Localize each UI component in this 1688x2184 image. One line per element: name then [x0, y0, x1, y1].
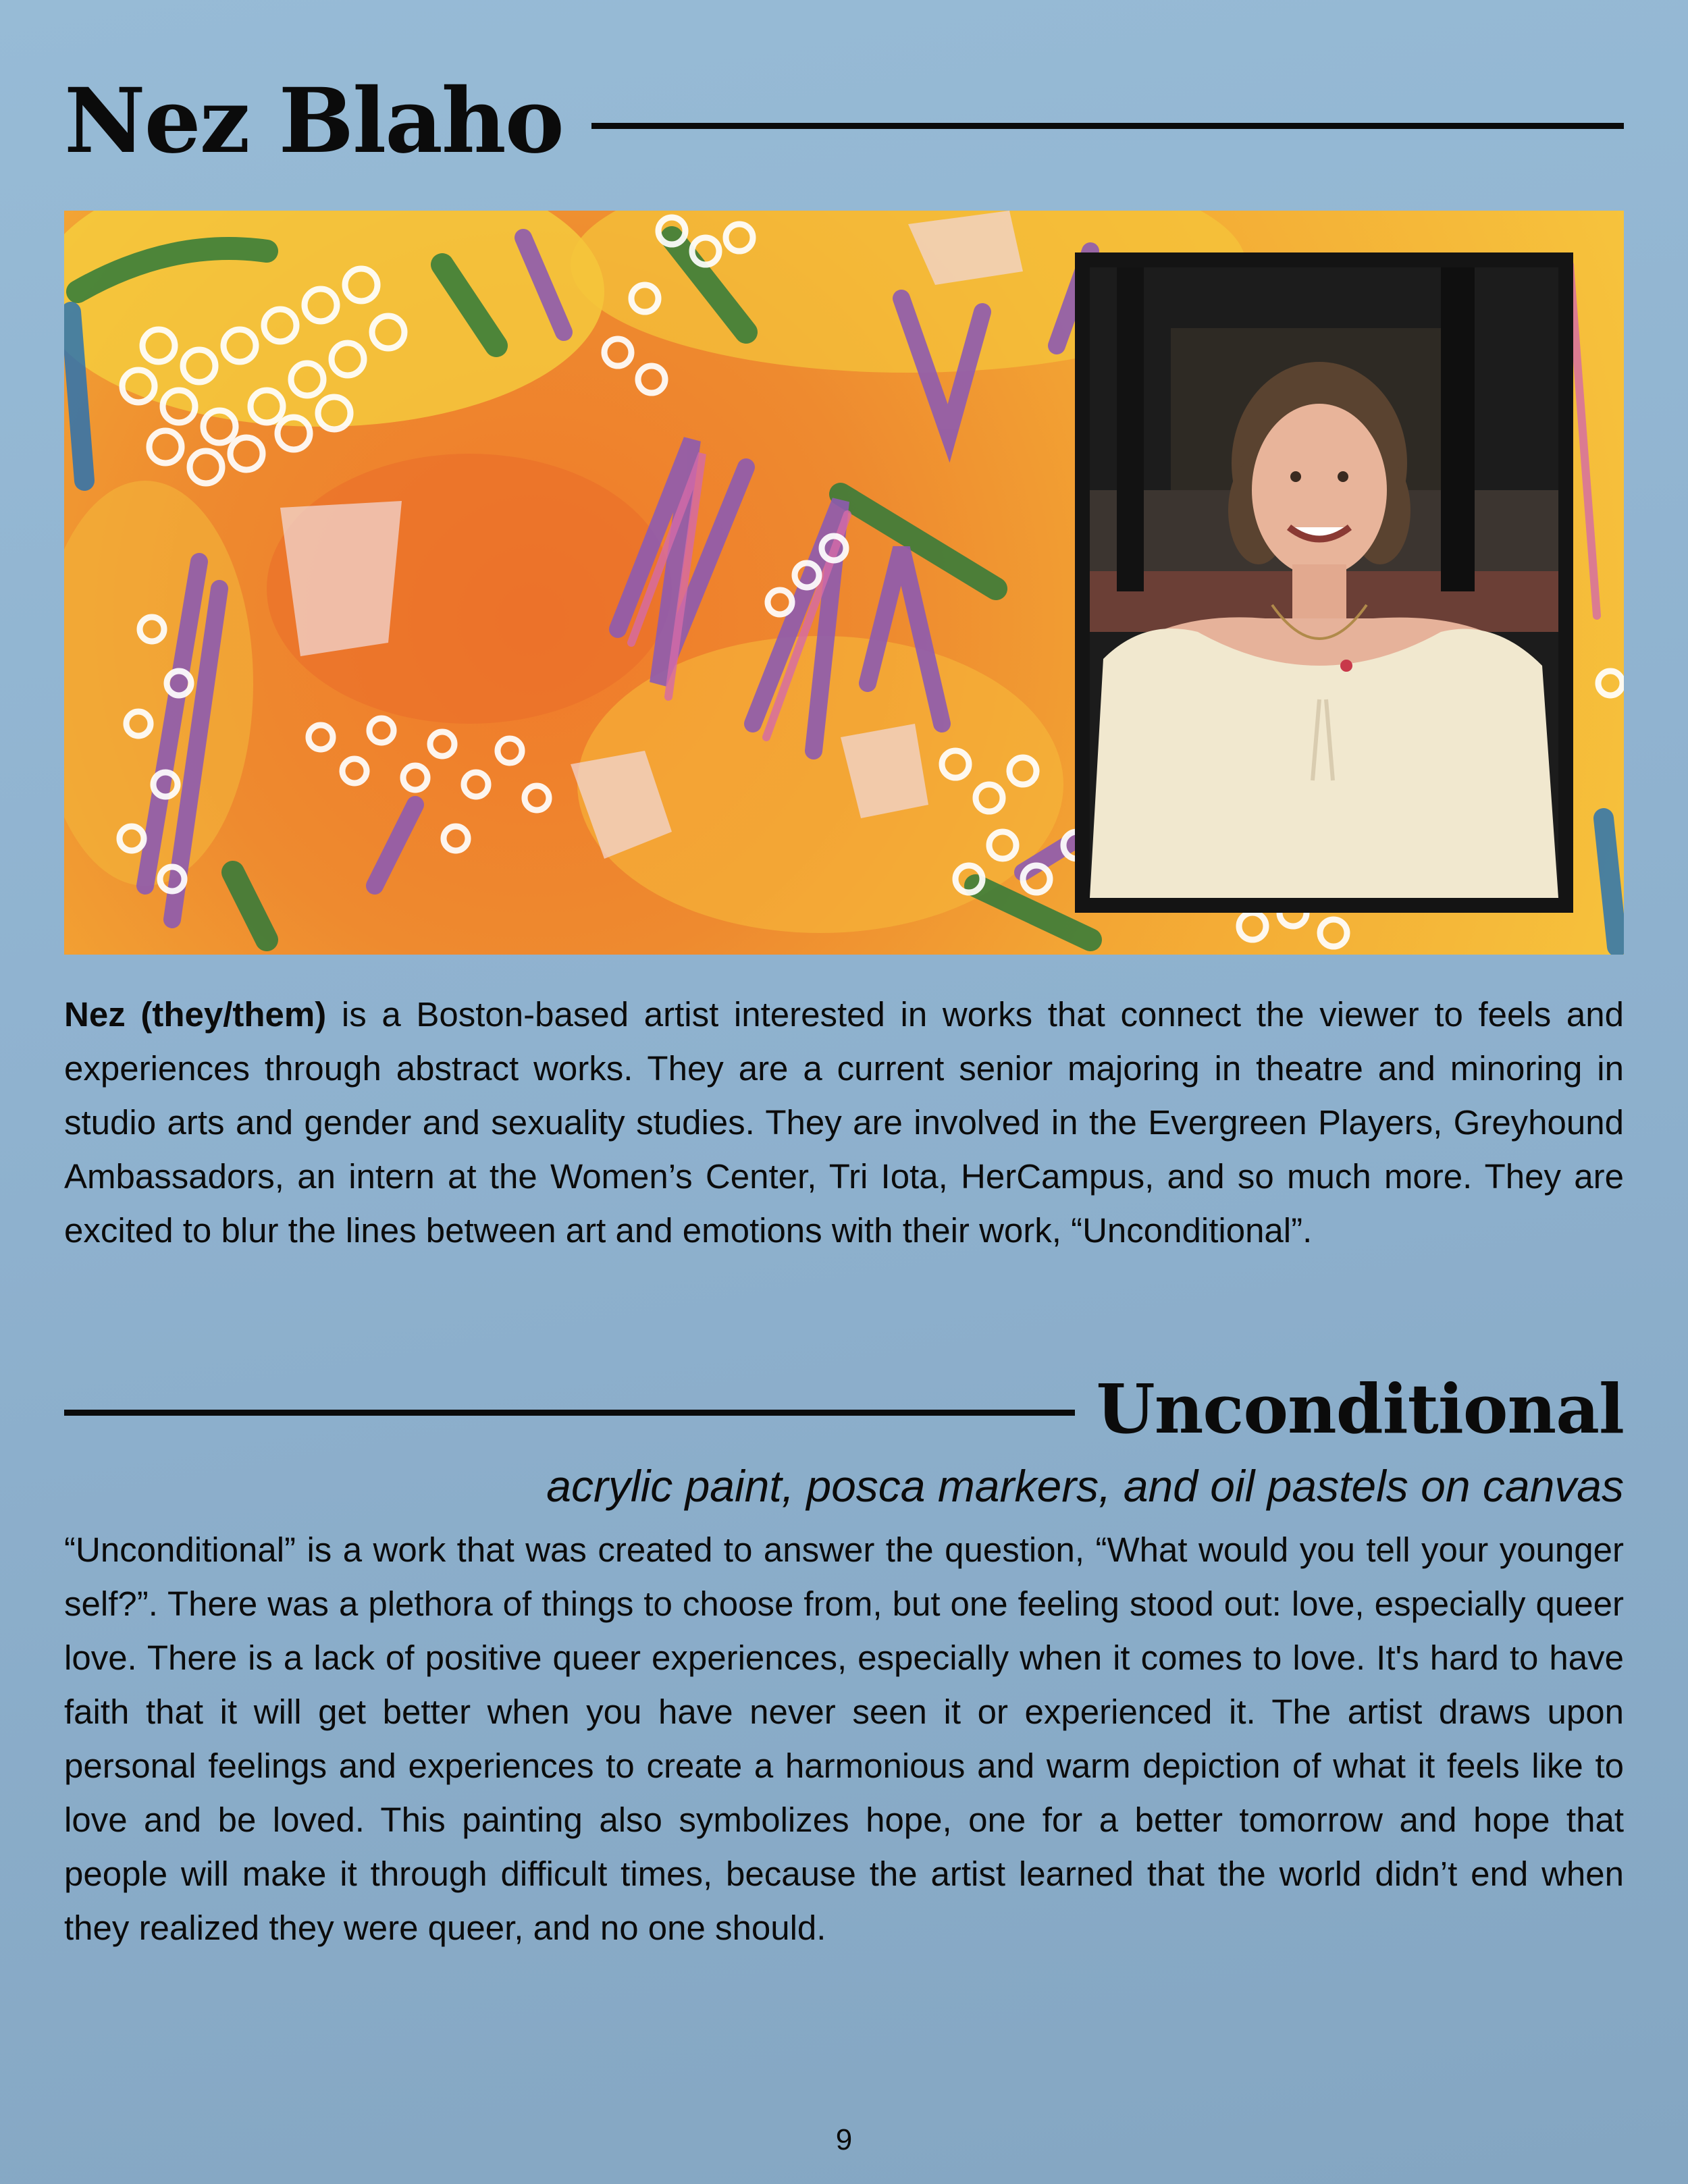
artwork-title: Unconditional	[1096, 1369, 1624, 1449]
artist-name: Nez Blaho	[64, 69, 563, 174]
artist-pronoun-intro: Nez (they/them)	[64, 995, 327, 1034]
title-divider-line	[64, 1410, 1075, 1416]
artist-portrait-photo	[1090, 267, 1558, 898]
page-number: 9	[835, 2123, 853, 2156]
header-divider-line	[591, 123, 1624, 129]
artist-bio-text: is a Boston-based artist interested in works that connect the viewer to feels and experiences through abstract works. They are a current senior majoring in theatre and minoring in studio arts and gender and sexuality studies. They are involved in the Evergreen Players, Greyhound Ambassadors, an intern at the Women’s Center, Tri Iota, HerCampus, and so much more. They are excited to blur the lines between art and emotions with their work, “Unconditional”.	[64, 995, 1624, 1250]
header-row	[64, 64, 1624, 179]
artwork-description: “Unconditional” is a work that was created to answer the question, “What would you tell your younger self?”. There was a plethora of things to choose from, but one feeling stood out: love, especially queer love. There is a lack of positive queer experiences, especially when it comes to love. It's hard to have faith that it will get better when you have never seen it or experienced it. The artist draws upon personal feelings and experiences to create a harmonious and warm depiction of what it feels like to love and be loved. This painting also symbolizes hope, one for a better tomorrow and hope that people will make it through difficult times, because the artist learned that the world didn’t end when they realized they were queer, and no one should.	[64, 1530, 1624, 1947]
artist-portrait-frame	[1075, 252, 1573, 913]
artwork-medium: acrylic paint, posca markers, and oil pastels on canvas	[546, 1461, 1624, 1511]
artwork-title-row	[64, 1369, 1624, 1449]
artist-bio	[64, 988, 1624, 1258]
portrait-illustration	[1090, 267, 1558, 898]
